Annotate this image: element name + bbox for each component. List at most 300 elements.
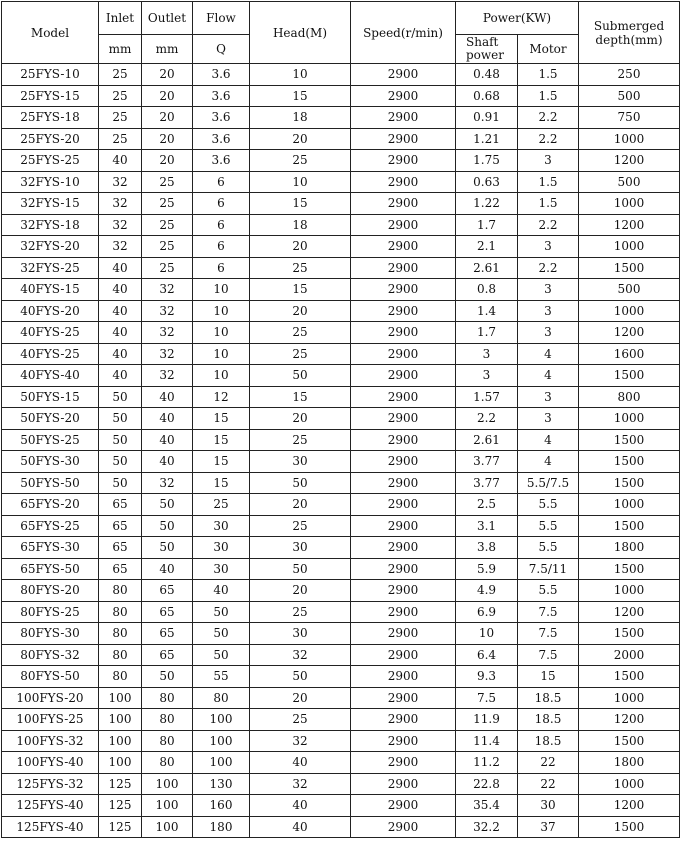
cell-shaft-power: 5.9 xyxy=(456,558,518,580)
table-row xyxy=(2,408,680,430)
table-row xyxy=(2,193,680,215)
cell-model: 32FYS-10 xyxy=(2,171,99,193)
cell-inlet: 32 xyxy=(99,214,142,236)
cell-motor: 18.5 xyxy=(518,709,579,731)
cell-model: 25FYS-10 xyxy=(2,64,99,86)
cell-shaft-power: 0.68 xyxy=(456,85,518,107)
cell-model: 100FYS-25 xyxy=(2,709,99,731)
cell-shaft-power: 32.2 xyxy=(456,816,518,838)
cell-shaft-power: 0.8 xyxy=(456,279,518,301)
cell-head: 50 xyxy=(250,666,351,688)
cell-outlet: 40 xyxy=(142,408,193,430)
header-head: Head(M) xyxy=(250,2,351,64)
cell-outlet: 25 xyxy=(142,193,193,215)
cell-speed: 2900 xyxy=(351,451,456,473)
cell-motor: 7.5 xyxy=(518,644,579,666)
cell-speed: 2900 xyxy=(351,558,456,580)
cell-flow: 6 xyxy=(193,236,250,258)
cell-head: 25 xyxy=(250,709,351,731)
cell-model: 100FYS-40 xyxy=(2,752,99,774)
cell-submerged-depth: 500 xyxy=(579,279,680,301)
cell-flow: 3.6 xyxy=(193,150,250,172)
cell-model: 40FYS-20 xyxy=(2,300,99,322)
table-row xyxy=(2,279,680,301)
cell-flow: 25 xyxy=(193,494,250,516)
cell-model: 80FYS-25 xyxy=(2,601,99,623)
cell-speed: 2900 xyxy=(351,752,456,774)
cell-motor: 5.5/7.5 xyxy=(518,472,579,494)
cell-model: 65FYS-20 xyxy=(2,494,99,516)
pump-spec-table xyxy=(1,1,680,838)
cell-speed: 2900 xyxy=(351,795,456,817)
cell-outlet: 65 xyxy=(142,601,193,623)
cell-model: 25FYS-15 xyxy=(2,85,99,107)
cell-speed: 2900 xyxy=(351,279,456,301)
table-row xyxy=(2,429,680,451)
cell-speed: 2900 xyxy=(351,107,456,129)
cell-speed: 2900 xyxy=(351,128,456,150)
cell-shaft-power: 1.4 xyxy=(456,300,518,322)
cell-outlet: 50 xyxy=(142,537,193,559)
cell-motor: 3 xyxy=(518,236,579,258)
cell-model: 50FYS-20 xyxy=(2,408,99,430)
cell-outlet: 25 xyxy=(142,214,193,236)
cell-inlet: 50 xyxy=(99,472,142,494)
cell-outlet: 20 xyxy=(142,85,193,107)
table-row xyxy=(2,64,680,86)
cell-speed: 2900 xyxy=(351,601,456,623)
cell-inlet: 100 xyxy=(99,709,142,731)
cell-shaft-power: 1.57 xyxy=(456,386,518,408)
cell-inlet: 125 xyxy=(99,816,142,838)
header-outlet: Outlet xyxy=(142,2,193,35)
cell-motor: 4 xyxy=(518,429,579,451)
header-inlet-unit: mm xyxy=(99,35,142,64)
cell-submerged-depth: 2000 xyxy=(579,644,680,666)
table-row xyxy=(2,494,680,516)
cell-speed: 2900 xyxy=(351,623,456,645)
cell-head: 15 xyxy=(250,193,351,215)
cell-shaft-power: 22.8 xyxy=(456,773,518,795)
cell-head: 32 xyxy=(250,730,351,752)
cell-motor: 30 xyxy=(518,795,579,817)
cell-head: 15 xyxy=(250,85,351,107)
cell-shaft-power: 7.5 xyxy=(456,687,518,709)
cell-flow: 6 xyxy=(193,171,250,193)
cell-flow: 100 xyxy=(193,752,250,774)
cell-shaft-power: 6.4 xyxy=(456,644,518,666)
cell-inlet: 80 xyxy=(99,580,142,602)
cell-speed: 2900 xyxy=(351,537,456,559)
table-row xyxy=(2,730,680,752)
cell-submerged-depth: 1200 xyxy=(579,795,680,817)
cell-speed: 2900 xyxy=(351,773,456,795)
table-row xyxy=(2,128,680,150)
cell-outlet: 80 xyxy=(142,709,193,731)
header-shaft-power-label: Shaft power xyxy=(466,35,505,62)
table-row xyxy=(2,386,680,408)
cell-flow: 15 xyxy=(193,429,250,451)
cell-head: 25 xyxy=(250,322,351,344)
cell-submerged-depth: 1500 xyxy=(579,730,680,752)
cell-outlet: 20 xyxy=(142,64,193,86)
cell-head: 30 xyxy=(250,451,351,473)
cell-motor: 5.5 xyxy=(518,537,579,559)
cell-motor: 18.5 xyxy=(518,730,579,752)
table-row xyxy=(2,214,680,236)
cell-submerged-depth: 1500 xyxy=(579,816,680,838)
cell-speed: 2900 xyxy=(351,709,456,731)
cell-head: 30 xyxy=(250,537,351,559)
cell-flow: 15 xyxy=(193,472,250,494)
table-row xyxy=(2,558,680,580)
cell-inlet: 32 xyxy=(99,236,142,258)
cell-outlet: 40 xyxy=(142,451,193,473)
cell-head: 15 xyxy=(250,279,351,301)
cell-submerged-depth: 1200 xyxy=(579,150,680,172)
cell-head: 25 xyxy=(250,429,351,451)
table-row xyxy=(2,107,680,129)
cell-submerged-depth: 1500 xyxy=(579,623,680,645)
cell-speed: 2900 xyxy=(351,236,456,258)
cell-shaft-power: 1.21 xyxy=(456,128,518,150)
cell-model: 80FYS-32 xyxy=(2,644,99,666)
cell-inlet: 100 xyxy=(99,730,142,752)
cell-model: 25FYS-20 xyxy=(2,128,99,150)
cell-inlet: 40 xyxy=(99,365,142,387)
cell-shaft-power: 11.2 xyxy=(456,752,518,774)
table-row xyxy=(2,451,680,473)
cell-shaft-power: 2.1 xyxy=(456,236,518,258)
cell-inlet: 80 xyxy=(99,623,142,645)
cell-outlet: 32 xyxy=(142,343,193,365)
cell-outlet: 20 xyxy=(142,107,193,129)
cell-shaft-power: 0.48 xyxy=(456,64,518,86)
cell-speed: 2900 xyxy=(351,85,456,107)
cell-inlet: 25 xyxy=(99,64,142,86)
header-power: Power(KW) xyxy=(456,2,579,35)
cell-model: 125FYS-40 xyxy=(2,816,99,838)
cell-speed: 2900 xyxy=(351,580,456,602)
cell-flow: 100 xyxy=(193,730,250,752)
cell-speed: 2900 xyxy=(351,322,456,344)
cell-head: 18 xyxy=(250,214,351,236)
cell-speed: 2900 xyxy=(351,472,456,494)
cell-shaft-power: 1.7 xyxy=(456,214,518,236)
cell-head: 20 xyxy=(250,236,351,258)
cell-flow: 10 xyxy=(193,343,250,365)
header-speed: Speed(r/min) xyxy=(351,2,456,64)
cell-shaft-power: 2.2 xyxy=(456,408,518,430)
cell-outlet: 65 xyxy=(142,623,193,645)
cell-flow: 10 xyxy=(193,300,250,322)
cell-shaft-power: 2.61 xyxy=(456,429,518,451)
cell-flow: 6 xyxy=(193,193,250,215)
cell-submerged-depth: 1500 xyxy=(579,472,680,494)
cell-speed: 2900 xyxy=(351,730,456,752)
cell-outlet: 100 xyxy=(142,795,193,817)
cell-outlet: 40 xyxy=(142,386,193,408)
cell-submerged-depth: 1500 xyxy=(579,451,680,473)
cell-head: 20 xyxy=(250,494,351,516)
table-row xyxy=(2,171,680,193)
cell-shaft-power: 9.3 xyxy=(456,666,518,688)
header-flow: Flow xyxy=(193,2,250,35)
cell-inlet: 40 xyxy=(99,300,142,322)
cell-motor: 1.5 xyxy=(518,193,579,215)
cell-model: 40FYS-25 xyxy=(2,343,99,365)
table-body xyxy=(2,64,680,838)
cell-motor: 18.5 xyxy=(518,687,579,709)
cell-submerged-depth: 1500 xyxy=(579,666,680,688)
cell-flow: 30 xyxy=(193,515,250,537)
cell-inlet: 25 xyxy=(99,107,142,129)
cell-outlet: 100 xyxy=(142,773,193,795)
cell-model: 32FYS-20 xyxy=(2,236,99,258)
cell-motor: 1.5 xyxy=(518,85,579,107)
table-row xyxy=(2,236,680,258)
cell-model: 100FYS-32 xyxy=(2,730,99,752)
cell-motor: 37 xyxy=(518,816,579,838)
cell-flow: 50 xyxy=(193,601,250,623)
cell-head: 50 xyxy=(250,365,351,387)
cell-flow: 3.6 xyxy=(193,85,250,107)
cell-head: 10 xyxy=(250,171,351,193)
cell-shaft-power: 10 xyxy=(456,623,518,645)
cell-shaft-power: 3.77 xyxy=(456,472,518,494)
cell-inlet: 40 xyxy=(99,279,142,301)
cell-head: 50 xyxy=(250,472,351,494)
cell-submerged-depth: 1500 xyxy=(579,515,680,537)
cell-model: 65FYS-25 xyxy=(2,515,99,537)
cell-head: 32 xyxy=(250,644,351,666)
cell-flow: 30 xyxy=(193,537,250,559)
cell-inlet: 125 xyxy=(99,795,142,817)
cell-submerged-depth: 1000 xyxy=(579,300,680,322)
cell-shaft-power: 1.75 xyxy=(456,150,518,172)
cell-model: 125FYS-40 xyxy=(2,795,99,817)
cell-motor: 4 xyxy=(518,365,579,387)
cell-submerged-depth: 1800 xyxy=(579,537,680,559)
cell-motor: 4 xyxy=(518,451,579,473)
cell-submerged-depth: 1800 xyxy=(579,752,680,774)
table-row xyxy=(2,300,680,322)
cell-motor: 15 xyxy=(518,666,579,688)
cell-speed: 2900 xyxy=(351,300,456,322)
cell-motor: 3 xyxy=(518,300,579,322)
cell-submerged-depth: 1000 xyxy=(579,236,680,258)
cell-shaft-power: 6.9 xyxy=(456,601,518,623)
cell-submerged-depth: 750 xyxy=(579,107,680,129)
cell-motor: 22 xyxy=(518,752,579,774)
table-row xyxy=(2,795,680,817)
cell-shaft-power: 0.63 xyxy=(456,171,518,193)
cell-speed: 2900 xyxy=(351,494,456,516)
cell-outlet: 65 xyxy=(142,644,193,666)
cell-motor: 7.5 xyxy=(518,601,579,623)
cell-flow: 50 xyxy=(193,644,250,666)
cell-inlet: 50 xyxy=(99,451,142,473)
cell-head: 10 xyxy=(250,64,351,86)
cell-shaft-power: 1.22 xyxy=(456,193,518,215)
cell-motor: 2.2 xyxy=(518,128,579,150)
cell-inlet: 65 xyxy=(99,537,142,559)
cell-model: 40FYS-25 xyxy=(2,322,99,344)
cell-head: 50 xyxy=(250,558,351,580)
cell-submerged-depth: 1000 xyxy=(579,193,680,215)
cell-model: 65FYS-50 xyxy=(2,558,99,580)
cell-submerged-depth: 1600 xyxy=(579,343,680,365)
cell-model: 40FYS-15 xyxy=(2,279,99,301)
cell-shaft-power: 0.91 xyxy=(456,107,518,129)
cell-shaft-power: 3.77 xyxy=(456,451,518,473)
cell-inlet: 125 xyxy=(99,773,142,795)
cell-head: 30 xyxy=(250,623,351,645)
cell-speed: 2900 xyxy=(351,687,456,709)
cell-submerged-depth: 1000 xyxy=(579,408,680,430)
cell-submerged-depth: 1500 xyxy=(579,257,680,279)
cell-inlet: 40 xyxy=(99,150,142,172)
cell-submerged-depth: 1500 xyxy=(579,429,680,451)
cell-speed: 2900 xyxy=(351,214,456,236)
cell-outlet: 32 xyxy=(142,472,193,494)
cell-outlet: 40 xyxy=(142,429,193,451)
cell-inlet: 32 xyxy=(99,171,142,193)
table-row xyxy=(2,623,680,645)
table-row xyxy=(2,752,680,774)
cell-head: 40 xyxy=(250,795,351,817)
cell-shaft-power: 2.61 xyxy=(456,257,518,279)
cell-head: 32 xyxy=(250,773,351,795)
cell-head: 15 xyxy=(250,386,351,408)
cell-speed: 2900 xyxy=(351,171,456,193)
table-row xyxy=(2,666,680,688)
cell-inlet: 25 xyxy=(99,85,142,107)
cell-submerged-depth: 1000 xyxy=(579,580,680,602)
table-row xyxy=(2,343,680,365)
cell-submerged-depth: 250 xyxy=(579,64,680,86)
cell-flow: 50 xyxy=(193,623,250,645)
table-row xyxy=(2,816,680,838)
cell-submerged-depth: 1200 xyxy=(579,709,680,731)
cell-outlet: 32 xyxy=(142,300,193,322)
cell-submerged-depth: 1000 xyxy=(579,128,680,150)
cell-speed: 2900 xyxy=(351,150,456,172)
cell-shaft-power: 3.1 xyxy=(456,515,518,537)
cell-speed: 2900 xyxy=(351,365,456,387)
cell-motor: 3 xyxy=(518,322,579,344)
cell-flow: 10 xyxy=(193,279,250,301)
cell-inlet: 50 xyxy=(99,429,142,451)
cell-model: 25FYS-18 xyxy=(2,107,99,129)
cell-inlet: 65 xyxy=(99,515,142,537)
cell-head: 20 xyxy=(250,580,351,602)
cell-inlet: 100 xyxy=(99,752,142,774)
cell-flow: 6 xyxy=(193,257,250,279)
table-row xyxy=(2,687,680,709)
table-row xyxy=(2,580,680,602)
cell-motor: 2.2 xyxy=(518,214,579,236)
cell-flow: 3.6 xyxy=(193,128,250,150)
cell-speed: 2900 xyxy=(351,515,456,537)
cell-outlet: 25 xyxy=(142,257,193,279)
cell-shaft-power: 4.9 xyxy=(456,580,518,602)
cell-head: 20 xyxy=(250,408,351,430)
cell-outlet: 32 xyxy=(142,279,193,301)
cell-inlet: 50 xyxy=(99,386,142,408)
cell-submerged-depth: 1200 xyxy=(579,214,680,236)
cell-motor: 22 xyxy=(518,773,579,795)
header-motor: Motor xyxy=(518,35,579,64)
cell-shaft-power: 3 xyxy=(456,365,518,387)
cell-model: 80FYS-20 xyxy=(2,580,99,602)
table-row xyxy=(2,365,680,387)
cell-motor: 3 xyxy=(518,279,579,301)
cell-motor: 7.5/11 xyxy=(518,558,579,580)
cell-head: 20 xyxy=(250,128,351,150)
table-row xyxy=(2,773,680,795)
cell-model: 50FYS-30 xyxy=(2,451,99,473)
cell-submerged-depth: 1500 xyxy=(579,558,680,580)
cell-model: 65FYS-30 xyxy=(2,537,99,559)
cell-head: 20 xyxy=(250,687,351,709)
cell-inlet: 65 xyxy=(99,494,142,516)
cell-shaft-power: 3.8 xyxy=(456,537,518,559)
cell-outlet: 32 xyxy=(142,365,193,387)
cell-speed: 2900 xyxy=(351,386,456,408)
table-row xyxy=(2,472,680,494)
cell-head: 18 xyxy=(250,107,351,129)
cell-model: 32FYS-15 xyxy=(2,193,99,215)
cell-outlet: 80 xyxy=(142,730,193,752)
cell-motor: 5.5 xyxy=(518,515,579,537)
header-outlet-unit: mm xyxy=(142,35,193,64)
cell-shaft-power: 11.9 xyxy=(456,709,518,731)
header-shaft-power xyxy=(456,35,518,64)
cell-motor: 7.5 xyxy=(518,623,579,645)
cell-inlet: 40 xyxy=(99,322,142,344)
cell-model: 50FYS-50 xyxy=(2,472,99,494)
cell-submerged-depth: 500 xyxy=(579,85,680,107)
cell-head: 25 xyxy=(250,150,351,172)
cell-outlet: 32 xyxy=(142,322,193,344)
cell-outlet: 25 xyxy=(142,171,193,193)
cell-flow: 3.6 xyxy=(193,64,250,86)
table-row xyxy=(2,322,680,344)
cell-inlet: 80 xyxy=(99,644,142,666)
cell-flow: 30 xyxy=(193,558,250,580)
cell-model: 32FYS-25 xyxy=(2,257,99,279)
cell-head: 25 xyxy=(250,601,351,623)
cell-flow: 130 xyxy=(193,773,250,795)
cell-submerged-depth: 1500 xyxy=(579,365,680,387)
cell-model: 32FYS-18 xyxy=(2,214,99,236)
cell-outlet: 40 xyxy=(142,558,193,580)
cell-flow: 80 xyxy=(193,687,250,709)
cell-inlet: 32 xyxy=(99,193,142,215)
cell-speed: 2900 xyxy=(351,193,456,215)
cell-speed: 2900 xyxy=(351,343,456,365)
cell-model: 80FYS-30 xyxy=(2,623,99,645)
cell-flow: 15 xyxy=(193,451,250,473)
header-model: Model xyxy=(2,2,99,64)
cell-shaft-power: 11.4 xyxy=(456,730,518,752)
cell-motor: 2.2 xyxy=(518,257,579,279)
table-row xyxy=(2,601,680,623)
cell-flow: 55 xyxy=(193,666,250,688)
cell-motor: 3 xyxy=(518,150,579,172)
cell-submerged-depth: 1000 xyxy=(579,773,680,795)
